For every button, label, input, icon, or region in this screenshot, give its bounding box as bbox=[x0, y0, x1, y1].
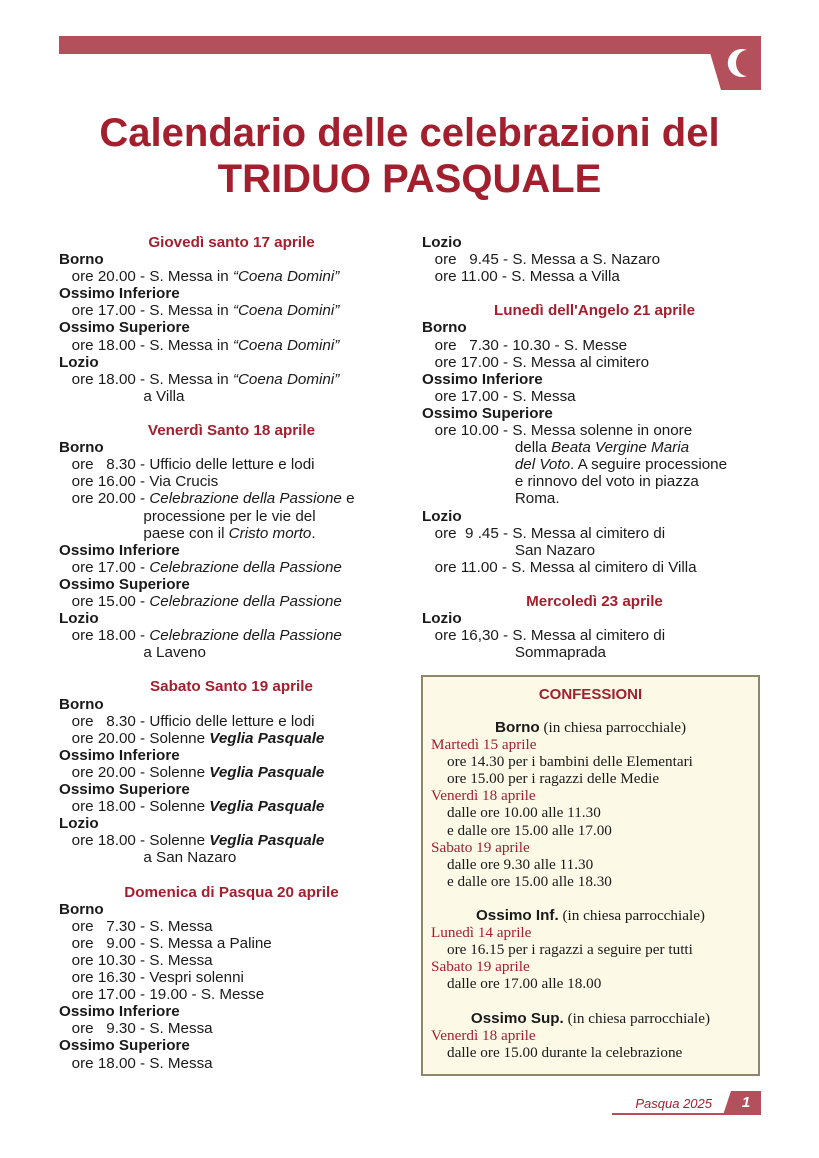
schedule-line: ore 16.00 - Via Crucis bbox=[59, 473, 219, 491]
schedule-line: ore 7.30 - S. Messa bbox=[59, 917, 213, 935]
schedule-line: San Nazaro bbox=[422, 541, 596, 559]
location: Lozio bbox=[422, 234, 462, 251]
location: Ossimo Superiore bbox=[59, 781, 190, 798]
schedule-line: paese con il Cristo morto. bbox=[59, 524, 316, 542]
location: Ossimo Inferiore bbox=[59, 1003, 180, 1021]
confession-time: e dalle ore 15.00 alle 18.30 bbox=[447, 872, 612, 890]
schedule-line: ore 16,30 - S. Messa al cimitero di bbox=[422, 627, 666, 645]
schedule-line: ore 18.00 - Solenne Veglia Pasquale bbox=[59, 832, 325, 850]
schedule-line: ore 17.00 - 19.00 - S. Messe bbox=[59, 986, 265, 1004]
confessions-box bbox=[421, 675, 760, 1076]
schedule-line: ore 17.00 - S. Messa in “Coena Domini” bbox=[59, 302, 340, 320]
confession-date: Venerdì 18 aprile bbox=[431, 787, 536, 805]
confession-time: e dalle ore 15.00 alle 17.00 bbox=[447, 821, 612, 839]
location: Ossimo Superiore bbox=[59, 575, 190, 593]
section-heading: Domenica di Pasqua 20 aprile bbox=[124, 883, 339, 901]
section-heading: Lunedì dell'Angelo 21 aprile bbox=[493, 302, 696, 320]
schedule-line: ore 20.00 - S. Messa in “Coena Domini” bbox=[59, 268, 340, 286]
confession-time: ore 15.00 per i ragazzi delle Medie bbox=[447, 770, 660, 788]
location: Ossimo Superiore bbox=[59, 1037, 190, 1055]
schedule-line: ore 16.30 - Vespri solenni bbox=[59, 969, 244, 987]
location: Lozio bbox=[59, 815, 99, 833]
location: Ossimo Inferiore bbox=[59, 746, 180, 764]
location: Ossimo Superiore bbox=[422, 404, 553, 422]
location: Ossimo Inferiore bbox=[59, 285, 180, 303]
location: Borno bbox=[422, 319, 467, 337]
page-title bbox=[0, 110, 819, 202]
location: Lozio bbox=[59, 353, 99, 371]
location: Ossimo Superiore bbox=[59, 319, 190, 337]
schedule-line: ore 9.45 - S. Messa a S. Nazaro bbox=[422, 251, 661, 269]
schedule-line: ore 17.00 - S. Messa al cimitero bbox=[422, 353, 650, 371]
schedule-line: ore 20.00 - Celebrazione della Passione e bbox=[59, 490, 355, 508]
section-heading: Sabato Santo 19 aprile bbox=[150, 678, 313, 696]
parish-header: Ossimo Sup. (in chiesa parrocchiale) bbox=[470, 1009, 711, 1027]
schedule-line: a San Nazaro bbox=[59, 849, 237, 867]
location: Lozio bbox=[422, 610, 462, 628]
confession-time: dalle ore 10.00 alle 11.30 bbox=[447, 804, 601, 822]
schedule-line: processione per le vie del bbox=[59, 507, 316, 525]
schedule-line: ore 8.30 - Ufficio delle letture e lodi bbox=[59, 456, 315, 474]
schedule-line: ore 18.00 - S. Messa in “Coena Domini” bbox=[59, 336, 340, 354]
confession-time: dalle ore 15.00 durante la celebrazione bbox=[447, 1043, 683, 1061]
confession-time: ore 14.30 per i bambini delle Elementari bbox=[447, 753, 693, 771]
schedule-line: ore 17.00 - S. Messa bbox=[422, 387, 576, 405]
section-heading: Mercoledì 23 aprile bbox=[526, 592, 663, 610]
schedule-line: ore 10.00 - S. Messa solenne in onore bbox=[422, 422, 693, 440]
confessions-title: CONFESSIONI bbox=[538, 686, 643, 703]
confession-date: Lunedì 14 aprile bbox=[431, 924, 532, 942]
location: Borno bbox=[59, 900, 104, 918]
location: Borno bbox=[59, 695, 104, 713]
schedule-line: del Voto. A seguire processione bbox=[514, 456, 728, 474]
schedule-line: ore 11.00 - S. Messa a Villa bbox=[422, 268, 620, 286]
schedule-line: a Laveno bbox=[59, 644, 206, 662]
schedule-line: e rinnovo del voto in piazza bbox=[422, 473, 699, 491]
page-number: 1 bbox=[741, 1094, 751, 1111]
schedule-line: ore 18.00 - S. Messa in “Coena Domini” bbox=[59, 370, 340, 388]
location: Lozio bbox=[422, 507, 462, 525]
schedule-line: ore 18.00 - S. Messa bbox=[59, 1054, 213, 1072]
schedule-line: Roma. bbox=[422, 490, 560, 508]
confession-date: Venerdì 18 aprile bbox=[431, 1026, 536, 1044]
schedule-line: ore 18.00 - Celebrazione della Passione bbox=[59, 627, 342, 645]
footer-label: Pasqua 2025 bbox=[635, 1096, 712, 1111]
parish-header: Borno (in chiesa parrocchiale) bbox=[494, 719, 687, 736]
title-line-2: TRIDUO PASQUALE bbox=[217, 157, 602, 201]
schedule-line: ore 20.00 - Solenne Veglia Pasquale bbox=[59, 729, 325, 747]
confession-time: dalle ore 9.30 alle 11.30 bbox=[447, 855, 594, 873]
left-column bbox=[59, 234, 404, 1072]
confession-date: Sabato 19 aprile bbox=[431, 838, 530, 856]
schedule-line: ore 20.00 - Solenne Veglia Pasquale bbox=[59, 763, 325, 781]
schedule-line: ore 9 .45 - S. Messa al cimitero di bbox=[422, 524, 666, 542]
location: Lozio bbox=[59, 610, 99, 628]
confession-time: dalle ore 17.00 alle 18.00 bbox=[447, 975, 602, 993]
location: Ossimo Inferiore bbox=[422, 370, 543, 388]
location: Borno bbox=[59, 251, 104, 269]
section-heading: Venerdì Santo 18 aprile bbox=[147, 422, 316, 440]
confession-date: Martedì 15 aprile bbox=[431, 736, 537, 754]
header-bar bbox=[59, 36, 714, 54]
schedule-line: ore 18.00 - Solenne Veglia Pasquale bbox=[59, 798, 325, 816]
schedule-line: della Beata Vergine Maria bbox=[422, 439, 690, 457]
schedule-line: ore 10.30 - S. Messa bbox=[59, 951, 213, 969]
location: Ossimo Inferiore bbox=[59, 541, 180, 559]
schedule-line: ore 9.00 - S. Messa a Paline bbox=[59, 934, 272, 952]
location: Borno bbox=[59, 439, 104, 457]
confession-date: Sabato 19 aprile bbox=[431, 958, 530, 976]
schedule-line: ore 7.30 - 10.30 - S. Messe bbox=[422, 336, 628, 354]
title-line-1: Calendario delle celebrazioni del bbox=[99, 111, 720, 155]
schedule-line: ore 9.30 - S. Messa bbox=[59, 1020, 213, 1038]
section-heading: Giovedì santo 17 aprile bbox=[148, 234, 315, 251]
parish-header: Ossimo Inf. (in chiesa parrocchiale) bbox=[475, 907, 705, 925]
crescent-logo-icon bbox=[705, 36, 761, 90]
schedule-line: Sommaprada bbox=[422, 644, 607, 662]
right-column bbox=[422, 234, 767, 661]
schedule-line: ore 15.00 - Celebrazione della Passione bbox=[59, 592, 342, 610]
schedule-line: a Villa bbox=[59, 387, 185, 405]
schedule-line: ore 11.00 - S. Messa al cimitero di Villa bbox=[422, 558, 697, 576]
schedule-line: ore 17.00 - Celebrazione della Passione bbox=[59, 558, 342, 576]
confession-time: ore 16.15 per i ragazzi a seguire per tutti bbox=[447, 941, 693, 959]
schedule-line: ore 8.30 - Ufficio delle letture e lodi bbox=[59, 712, 315, 730]
